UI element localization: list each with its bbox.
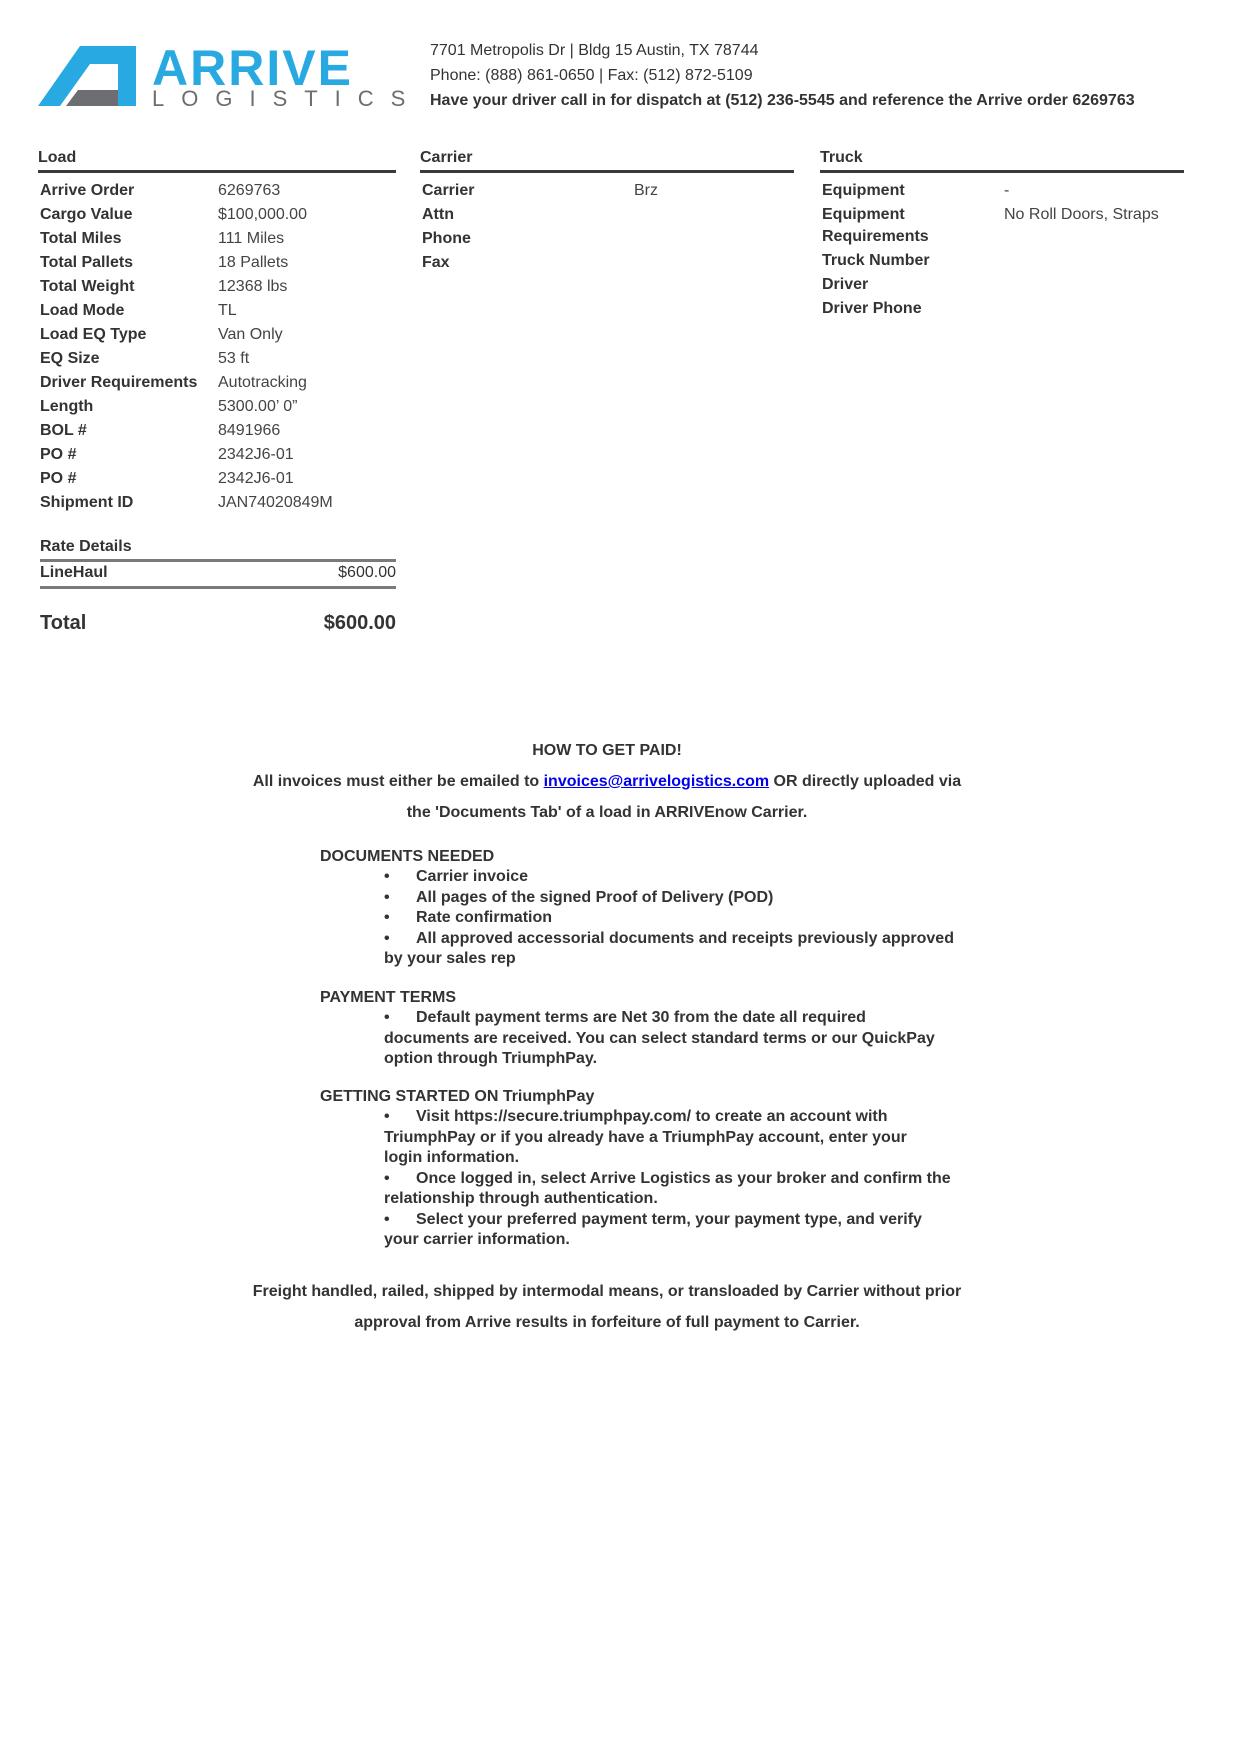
load-label: Load EQ Type [40, 326, 147, 343]
invoice-instructions [0, 772, 1214, 792]
bullet-icon: • [384, 868, 390, 885]
get-paid-heading: HOW TO GET PAID! [532, 742, 682, 759]
load-label: Driver Requirements [40, 374, 198, 391]
truck-label: Driver Phone [822, 300, 922, 317]
truck-label: Equipment [822, 206, 905, 223]
list-item-cont: your carrier information. [384, 1231, 570, 1248]
carrier-section-title: Carrier [420, 148, 794, 173]
total-label: Total [40, 612, 87, 634]
getting-started-heading: GETTING STARTED ON TriumphPay [320, 1088, 595, 1105]
forfeiture-notice-1: Freight handled, railed, shipped by intermodal means, or transloaded by Carrier without prior [252, 1283, 962, 1300]
load-label: PO # [40, 470, 77, 487]
load-section-title: Load [38, 148, 396, 173]
load-value: 8491966 [218, 422, 281, 439]
list-item-cont: option through TriumphPay. [384, 1050, 598, 1067]
list-item: • Rate confirmation [384, 908, 968, 929]
list-item: • Select your preferred payment term, your payment type, and verify [384, 1210, 968, 1231]
list-item-cont: by your sales rep [384, 950, 516, 967]
truck-label: Driver [822, 276, 869, 293]
list-item: • Default payment terms are Net 30 from the date all required [384, 1008, 968, 1029]
list-item-cont: documents are received. You can select standard terms or our QuickPay [384, 1029, 935, 1047]
bullet-icon: • [384, 1210, 390, 1228]
load-label: BOL # [40, 422, 87, 439]
list-item: • All approved accessorial documents and receipts previously approved [384, 929, 968, 950]
total-row [40, 610, 396, 636]
list-item: • Visit https://secure.triumphpay.com/ to create an account with [384, 1107, 968, 1128]
truck-section-title: Truck [820, 148, 1184, 173]
bullet-icon: • [384, 929, 390, 947]
carrier-label: Attn [422, 206, 454, 223]
bullet-icon: • [384, 1009, 390, 1026]
bullet-icon: • [384, 909, 390, 926]
bullet-icon: • [384, 888, 390, 906]
load-label: Total Pallets [40, 254, 134, 271]
documents-needed-heading: DOCUMENTS NEEDED [320, 848, 495, 865]
load-label: Arrive Order [40, 182, 135, 199]
bullet-icon: • [384, 1169, 390, 1187]
company-address: 7701 Metropolis Dr | Bldg 15 Austin, TX 78744 [430, 42, 759, 59]
load-label: Total Weight [40, 278, 135, 295]
load-value: Van Only [218, 326, 283, 343]
load-label: PO # [40, 446, 77, 463]
list-item-cont: TriumphPay or if you already have a TriumphPay account, enter your [384, 1128, 907, 1146]
documents-list [384, 867, 968, 970]
list-item: • Carrier invoice [384, 867, 968, 888]
dispatch-instruction: Have your driver call in for dispatch at (512) 236-5545 and reference the Arrive order 6269763 [430, 92, 1135, 109]
linehaul-value: $600.00 [338, 564, 396, 581]
linehaul-label: LineHaul [40, 564, 108, 581]
list-item-cont: login information. [384, 1149, 520, 1166]
rate-details-title: Rate Details [40, 537, 396, 562]
invoice-text-after: OR directly uploaded via [769, 773, 962, 790]
load-value: 2342J6-01 [218, 446, 294, 463]
logo-word-logistics: LOGISTICS [152, 86, 423, 111]
load-label: Total Miles [40, 230, 122, 247]
linehaul-row [40, 562, 396, 589]
load-value: 18 Pallets [218, 254, 289, 271]
load-label: EQ Size [40, 350, 100, 367]
load-value: 111 Miles [218, 230, 285, 247]
list-item-cont: relationship through authentication. [384, 1190, 658, 1207]
load-value: 12368 lbs [218, 278, 288, 295]
load-value: TL [218, 302, 237, 319]
load-label: Load Mode [40, 302, 125, 319]
carrier-label: Carrier [422, 182, 475, 199]
payment-terms-heading: PAYMENT TERMS [320, 989, 457, 1006]
carrier-label: Fax [422, 254, 450, 271]
load-value: 6269763 [218, 182, 281, 199]
truck-label: Equipment [822, 182, 905, 199]
load-value: 5300.00’ 0” [218, 398, 298, 415]
load-value: 53 ft [218, 350, 250, 367]
load-value: JAN74020849M [218, 494, 333, 511]
load-label: Cargo Value [40, 206, 133, 223]
truck-value: - [1004, 182, 1010, 199]
truck-label: Truck Number [822, 252, 930, 269]
company-logo [38, 40, 423, 111]
forfeiture-notice-2: approval from Arrive results in forfeiture of full payment to Carrier. [354, 1314, 860, 1331]
load-value: Autotracking [218, 374, 307, 391]
list-item: • Once logged in, select Arrive Logistics as your broker and confirm the [384, 1169, 968, 1190]
invoice-email-link[interactable]: invoices@arrivelogistics.com [543, 773, 770, 790]
load-label: Length [40, 398, 94, 415]
payment-terms-list [384, 1008, 968, 1070]
load-label: Shipment ID [40, 494, 134, 511]
list-item: • All pages of the signed Proof of Delivery (POD) [384, 888, 968, 909]
carrier-value: Brz [634, 182, 658, 199]
total-value: $600.00 [323, 612, 396, 634]
truck-label: Requirements [822, 228, 929, 245]
bullet-icon: • [384, 1108, 390, 1125]
truck-value: No Roll Doors, Straps [1004, 206, 1159, 223]
getting-started-list [384, 1107, 968, 1251]
logo-word-arrive: ARRIVE [152, 40, 353, 96]
invoice-text-before: All invoices must either be emailed to [252, 773, 544, 790]
company-phone-fax: Phone: (888) 861-0650 | Fax: (512) 872-5109 [430, 67, 753, 84]
load-value: $100,000.00 [218, 206, 307, 223]
arrive-logo-icon [38, 46, 138, 106]
carrier-label: Phone [422, 230, 471, 247]
invoice-instructions-2: the 'Documents Tab' of a load in ARRIVEnow Carrier. [406, 804, 808, 821]
load-value: 2342J6-01 [218, 470, 294, 487]
